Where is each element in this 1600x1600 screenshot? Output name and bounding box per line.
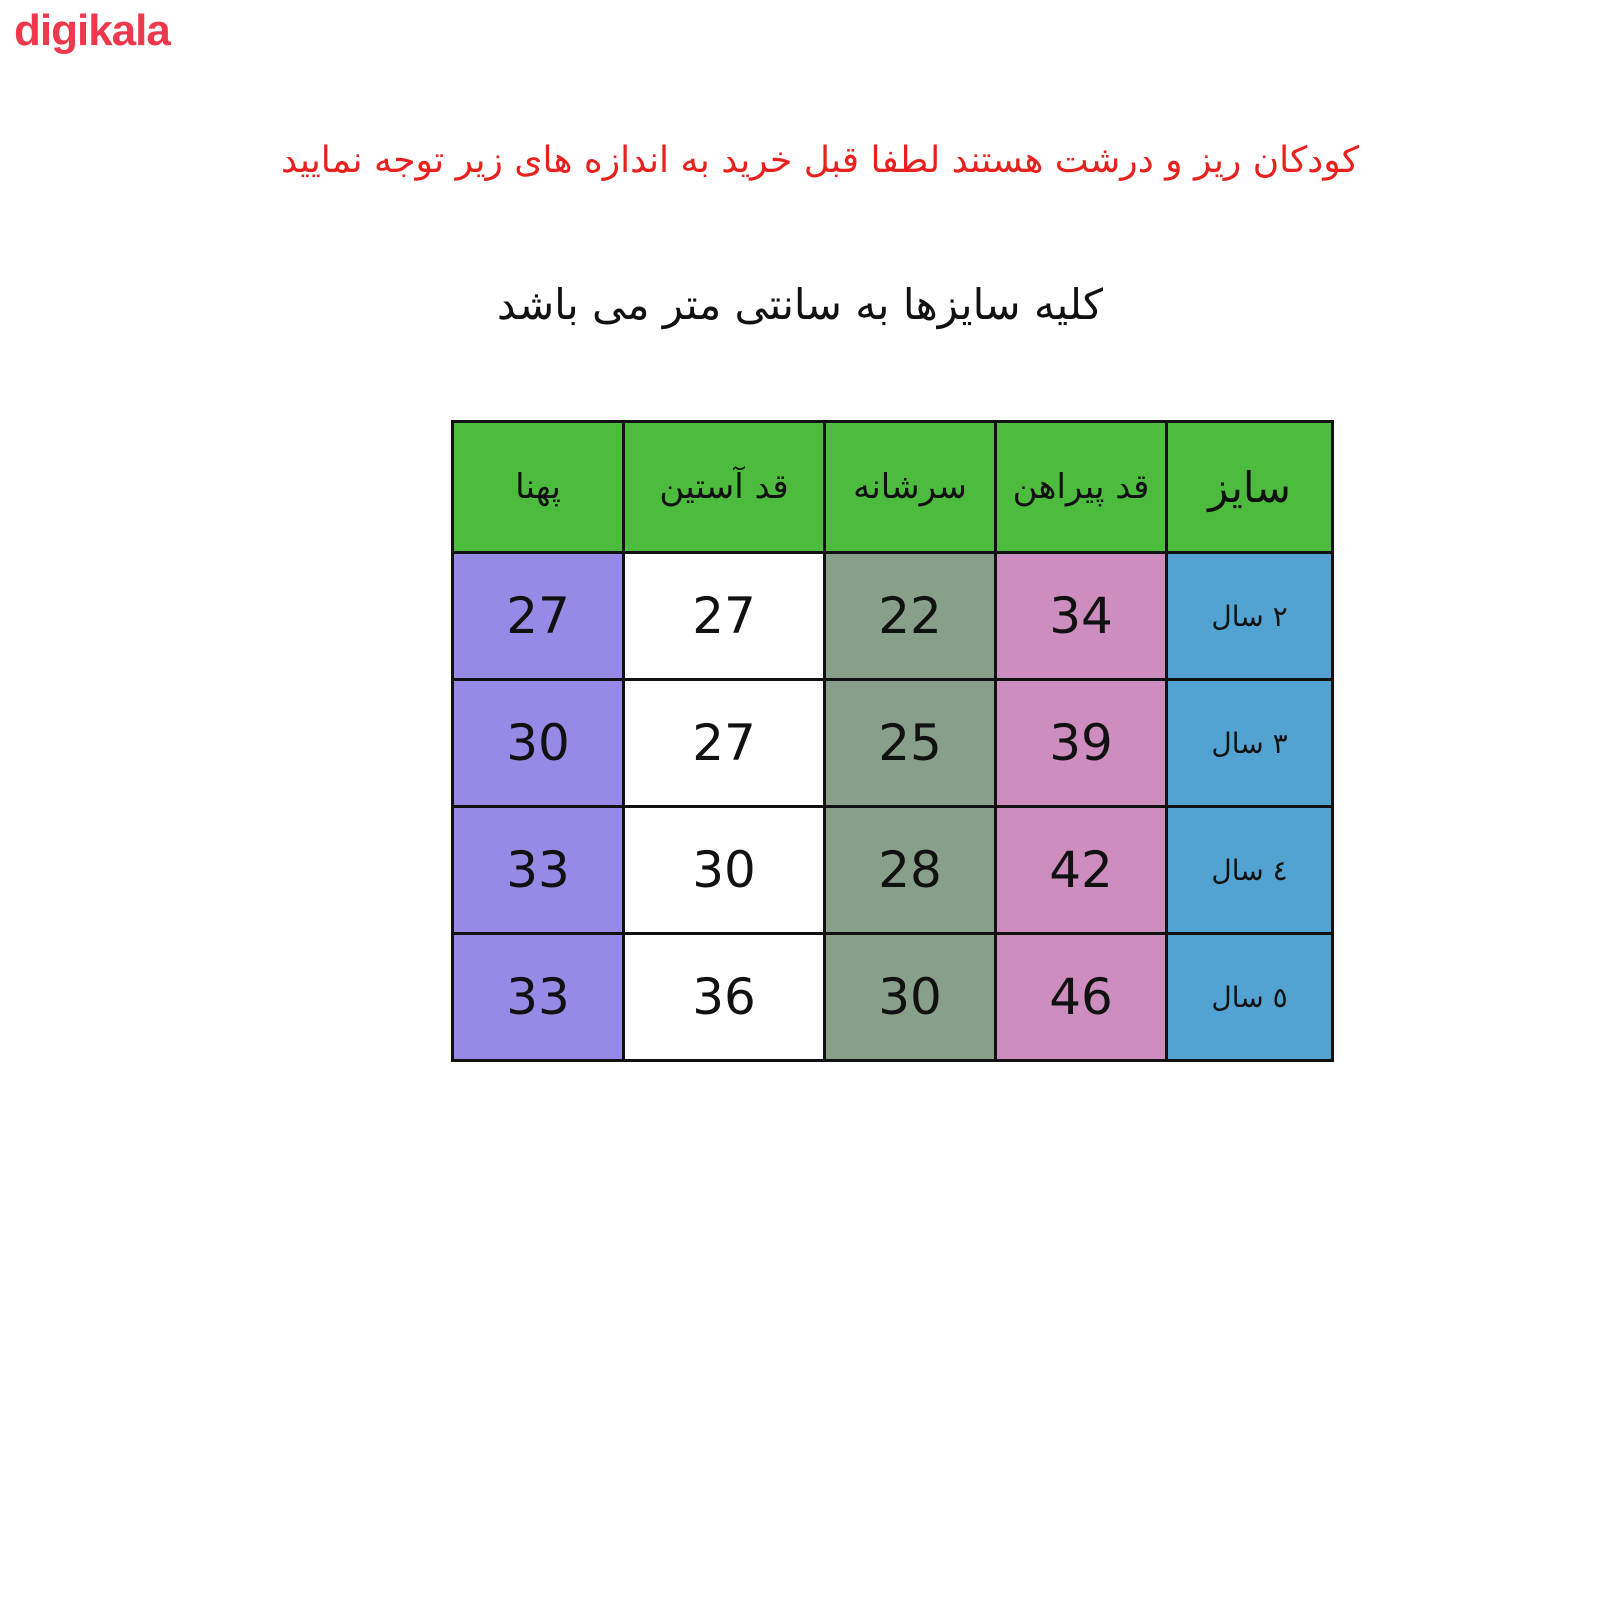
unit-subtitle: کلیه سایزها به سانتی متر می باشد [496,280,1104,329]
header-width: پهنا [453,422,624,553]
table-row [453,934,1333,1061]
cell-sleeve: 30 [624,807,825,934]
cell-shoulder: 28 [825,807,996,934]
table-header-row [453,422,1333,553]
cell-sleeve: 36 [624,934,825,1061]
cell-size: ٥ سال [1167,934,1333,1061]
header-shoulder: سرشانه [825,422,996,553]
table-row [453,553,1333,680]
cell-shoulder: 25 [825,680,996,807]
cell-size: ٤ سال [1167,807,1333,934]
table-row [453,680,1333,807]
cell-width: 27 [453,553,624,680]
cell-shoulder: 30 [825,934,996,1061]
cell-width: 33 [453,934,624,1061]
cell-sleeve: 27 [624,680,825,807]
size-notice: کودکان ریز و درشت هستند لطفا قبل خرید به اندازه های زیر توجه نمایید [280,140,1360,181]
header-shirt-length: قد پیراهن [996,422,1167,553]
cell-shoulder: 22 [825,553,996,680]
header-sleeve-length: قد آستین [624,422,825,553]
cell-size: ۲ سال [1167,553,1333,680]
cell-length: 39 [996,680,1167,807]
size-chart-table [451,420,1334,1062]
cell-width: 33 [453,807,624,934]
cell-length: 46 [996,934,1167,1061]
digikala-logo[interactable]: digikala [14,6,170,55]
header-size: سایز [1167,422,1333,553]
cell-width: 30 [453,680,624,807]
cell-length: 42 [996,807,1167,934]
cell-size: ۳ سال [1167,680,1333,807]
cell-sleeve: 27 [624,553,825,680]
cell-length: 34 [996,553,1167,680]
table-row [453,807,1333,934]
